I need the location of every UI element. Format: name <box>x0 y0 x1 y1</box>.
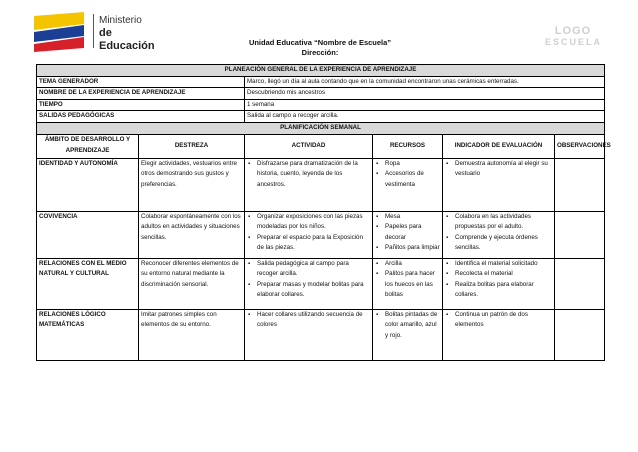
table-row <box>37 211 605 258</box>
list-item: ▪ Colabora en las actividades propuestas por el adulto. <box>445 212 552 233</box>
observaciones-cell <box>555 258 605 309</box>
logo-text: LOGO <box>554 25 592 37</box>
list-item: ▪ Organizar exposiciones con las piezas modeladas por los niños. <box>247 212 370 233</box>
list-item: ▪ Pañitos para limpiar <box>375 243 440 254</box>
destreza-cell: Imitar patrones simples con elementos de su entorno. <box>139 309 245 360</box>
list-item: ▪ Comprende y ejecuta órdenes sencillas. <box>445 233 552 254</box>
list-item: ▪ Realiza bolitas para elaborar collares. <box>445 280 552 301</box>
indicador-cell <box>443 211 555 258</box>
info-label: SALIDAS PEDAGÓGICAS <box>37 111 245 123</box>
list-item: ▪ Arcilla <box>375 259 440 270</box>
list-item: ▪ Disfrazarse para dramatización de la historia, cuento, leyenda de los ancestros. <box>247 159 370 191</box>
ministry-line-2: de Educación <box>99 27 155 52</box>
column-header: INDICADOR DE EVALUACIÓN <box>443 134 555 158</box>
actividad-cell <box>245 258 373 309</box>
list-item: ▪ Papeles para decorar <box>375 222 440 243</box>
info-label: TIEMPO <box>37 99 245 111</box>
destreza-cell: Colaborar espontáneamente con los adultos en actividades y situaciones sencillas. <box>139 211 245 258</box>
recursos-cell <box>373 158 443 211</box>
direction-label: Dirección: <box>301 48 339 57</box>
ambito-cell: COVIVENCIA <box>37 211 139 258</box>
list-item: ▪ Preparar masas y modelar bolitas para elaborar collares. <box>247 280 370 301</box>
info-label: TEMA GENERADOR <box>37 76 245 88</box>
observaciones-cell <box>555 211 605 258</box>
ministry-line-1: Ministerio <box>99 15 142 26</box>
list-item: ▪ Accesorios de vestimenta <box>375 169 440 190</box>
observaciones-cell <box>555 309 605 360</box>
column-header: RECURSOS <box>373 134 443 158</box>
plan-title-row <box>37 65 605 77</box>
info-row <box>37 111 605 123</box>
ecuador-flag-logo-icon <box>34 12 86 52</box>
actividad-cell <box>245 309 373 360</box>
recursos-cell <box>373 211 443 258</box>
list-item: ▪ Salida pedagógica al campo para recoger arcilla. <box>247 259 370 280</box>
list-item: ▪ Continua un patrón de dos elementos <box>445 310 552 331</box>
column-header-row <box>37 134 605 158</box>
weekly-title-row <box>37 122 605 134</box>
actividad-cell <box>245 211 373 258</box>
list-item: ▪ Ropa <box>375 159 440 170</box>
list-item: ▪ Hacer collares utilizando secuencia de colores <box>247 310 370 331</box>
plan-title: PLANEACIÓN GENERAL DE LA EXPERIENCIA DE APRENDIZAJE <box>37 65 605 77</box>
list-item: ▪ Recolecta el material <box>445 269 552 280</box>
indicador-cell <box>443 309 555 360</box>
list-item: ▪ Bolitas pintadas de color amarillo, azul y rojo. <box>375 310 440 342</box>
column-header: OBSERVACIONES <box>555 134 605 158</box>
table-row <box>37 309 605 360</box>
ministry-logo-text <box>93 14 169 52</box>
destreza-cell: Elegir actividades, vestuarios entre otros demostrando sus gustos y preferencias. <box>139 158 245 211</box>
list-item: ▪ Palitos para hacer los huecos en las bolitas <box>375 269 440 301</box>
info-label: NOMBRE DE LA EXPERIENCIA DE APRENDIZAJE <box>37 88 245 100</box>
list-item: ▪ Preparar el espacio para la Exposición de las piezas. <box>247 233 370 254</box>
info-row <box>37 99 605 111</box>
list-item: ▪ Demuestra autonomía al elegir su vestuario <box>445 159 552 180</box>
school-logo-placeholder <box>545 25 601 51</box>
weekly-title: PLANIFICACIÓN SEMANAL <box>37 122 605 134</box>
indicador-cell <box>443 158 555 211</box>
recursos-cell <box>373 309 443 360</box>
table-row <box>37 158 605 211</box>
info-value: Salida al campo a recoger arcilla. <box>245 111 605 123</box>
list-item: ▪ Identifica el material solicitado <box>445 259 552 270</box>
info-value: 1 semana <box>245 99 605 111</box>
destreza-cell: Reconocer diferentes elementos de su entorno natural mediante la discriminación sensorial. <box>139 258 245 309</box>
info-value: Descubriendo mis ancestros <box>245 88 605 100</box>
info-row <box>37 88 605 100</box>
actividad-cell <box>245 158 373 211</box>
recursos-cell <box>373 258 443 309</box>
ambito-cell: RELACIONES LÓGICO MATEMÁTICAS <box>37 309 139 360</box>
column-header: ACTIVIDAD <box>245 134 373 158</box>
ambito-cell: RELACIONES CON EL MEDIO NATURAL Y CULTURAL <box>37 258 139 309</box>
logo-subtext: ESCUELA <box>545 37 603 47</box>
indicador-cell <box>443 258 555 309</box>
observaciones-cell <box>555 158 605 211</box>
ambito-cell: IDENTIDAD Y AUTONOMÍA <box>37 158 139 211</box>
list-item: ▪ Mesa <box>375 212 440 223</box>
table-row <box>37 258 605 309</box>
column-header: ÁMBITO DE DESARROLLO Y APRENDIZAJE <box>37 134 139 158</box>
school-heading <box>215 38 425 58</box>
page-header <box>0 0 638 62</box>
planning-table <box>36 64 611 361</box>
school-name: Unidad Educativa “Nombre de Escuela” <box>248 38 392 47</box>
info-value: Marco, llegó un día al aula contando que en la comunidad encontraron unas cerámicas enterradas. <box>245 76 605 88</box>
column-header: DESTREZA <box>139 134 245 158</box>
info-row <box>37 76 605 88</box>
